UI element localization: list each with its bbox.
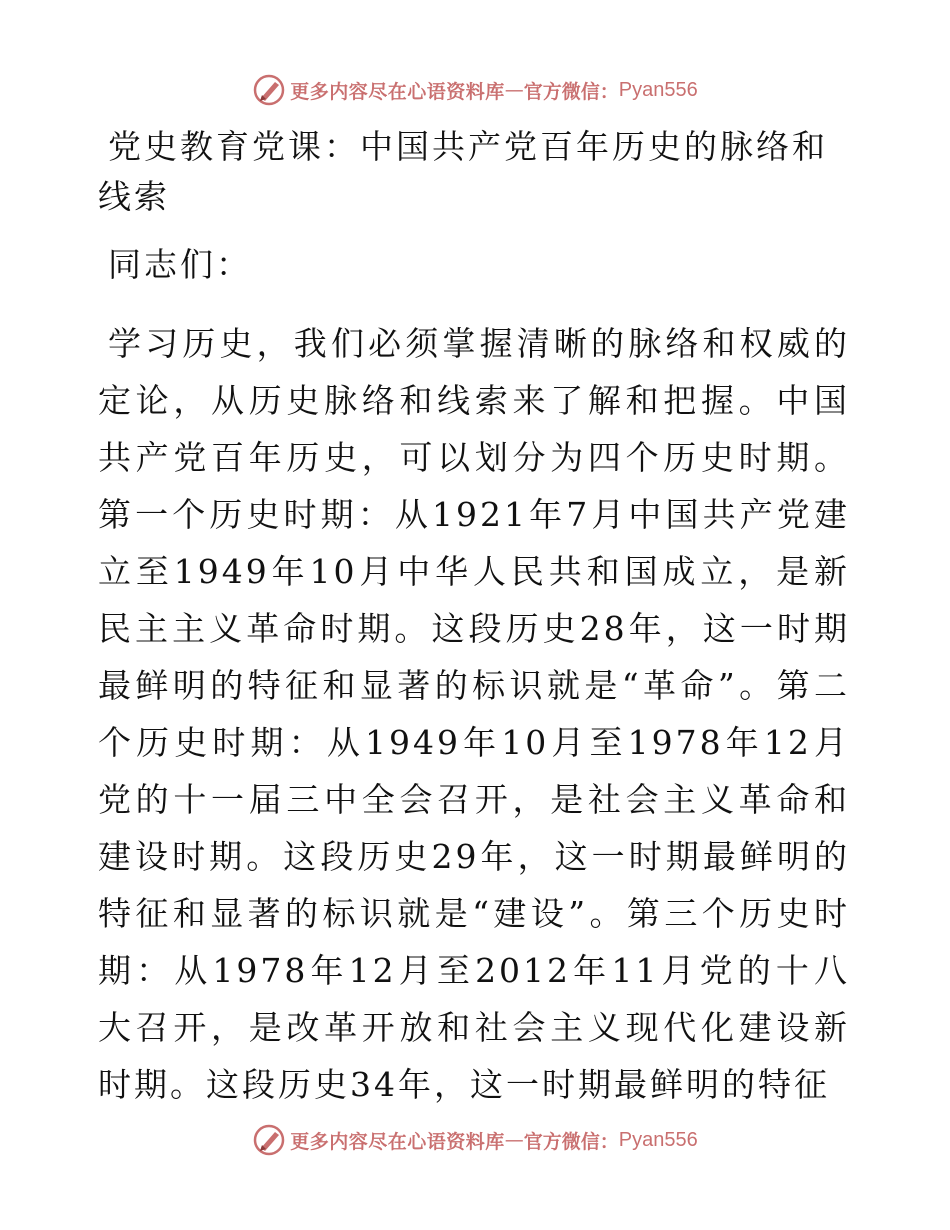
document-title: 党史教育党课：中国共产党百年历史的脉络和线索 <box>98 127 828 216</box>
banner-dash: — <box>504 1129 524 1151</box>
banner-contact-id: Pyan556 <box>618 1128 698 1151</box>
pen-logo-icon <box>252 73 286 107</box>
header-banner <box>0 70 950 110</box>
pen-logo-icon <box>252 1123 286 1157</box>
greeting: 同志们： <box>108 245 252 284</box>
banner-contact-label: 官方微信： <box>523 80 619 103</box>
banner-dash: — <box>504 79 524 101</box>
document-content <box>98 122 850 1113</box>
body-paragraph: 学习历史，我们必须掌握清晰的脉络和权威的定论，从历史脉络和线索来了解和把握。中国共产党百年历史，可以划分为四个历史时期。第一个历史时期：从1921年7月中国共产党建立至1949年10月中华人民共和国成立，是新民主主义革命时期。这段历史28年，这一时期最鲜明的特征和显著的标识就是“革命”。第二个历史时期：从1949年10月至1978年12月党的十一届三中全会召开，是社会主义革命和建设时期。这段历史29年，这一时期最鲜明的特征和显著的标识就是“建设”。第三个历史时期：从1978年12月至2012年11月党的十八大召开，是改革开放和社会主义现代化建设新时期。这段历史34年，这一时期最鲜明的特征 <box>98 324 850 1104</box>
banner-contact-label: 官方微信： <box>523 1130 619 1153</box>
banner-slogan: 更多内容尽在心语资料库 <box>290 80 505 103</box>
footer-banner <box>0 1120 950 1160</box>
banner-slogan: 更多内容尽在心语资料库 <box>290 1130 505 1153</box>
banner-contact-id: Pyan556 <box>618 78 698 101</box>
